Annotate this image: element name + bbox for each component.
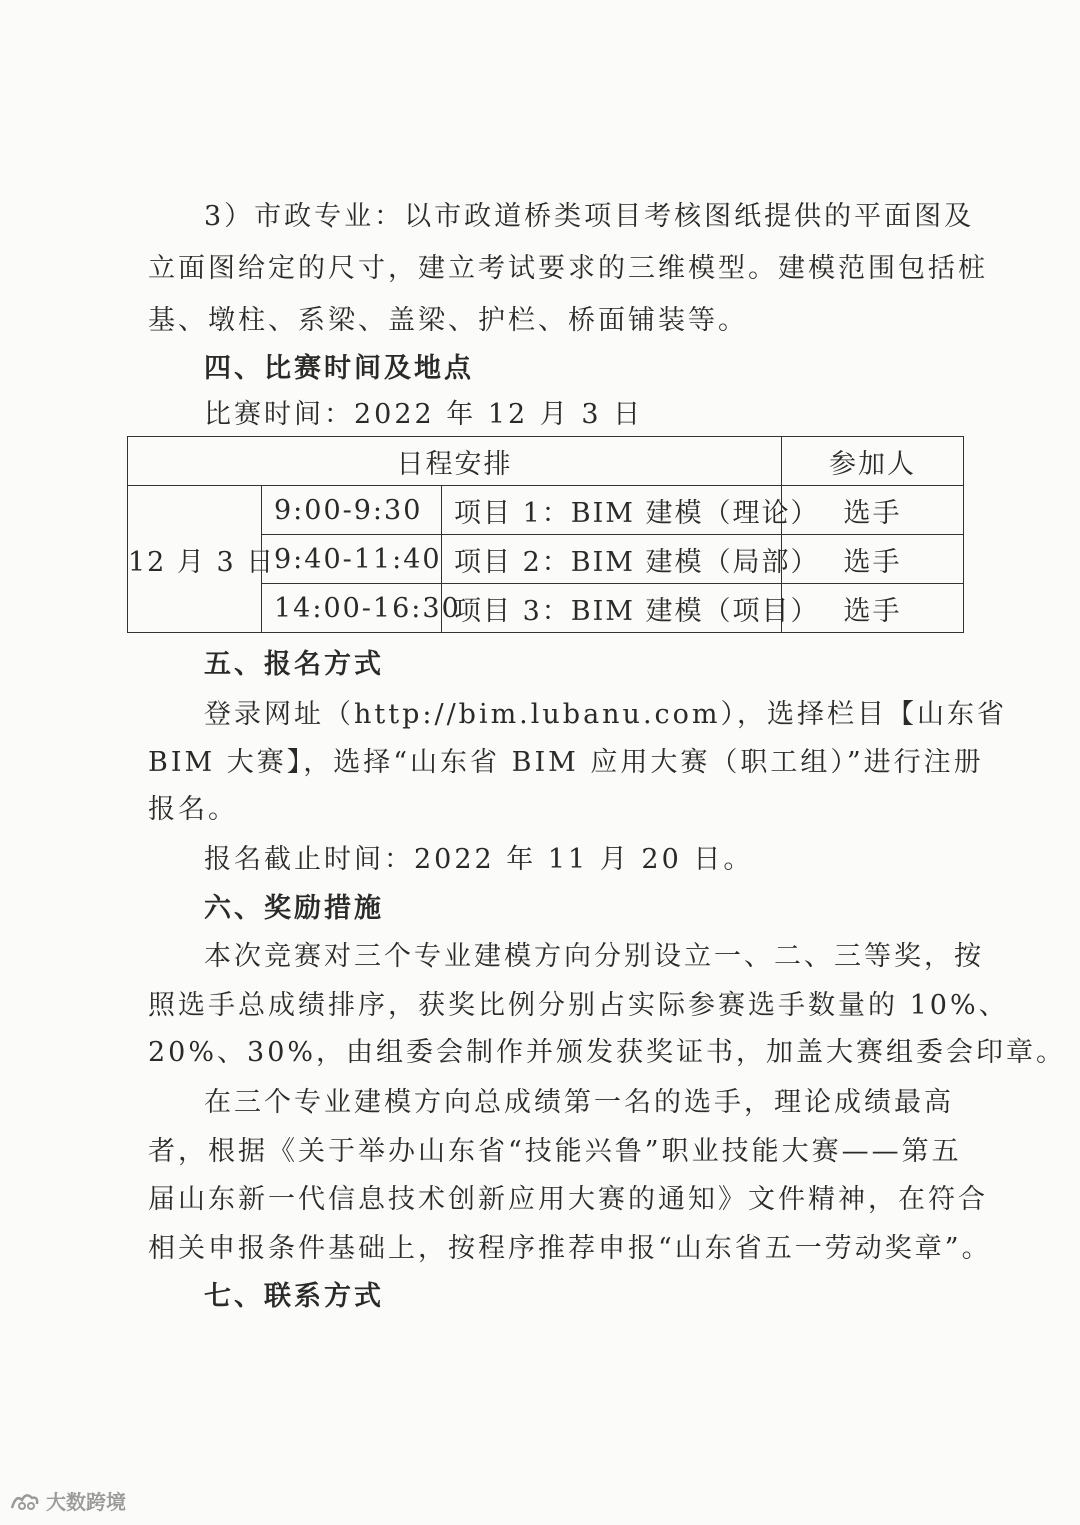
table-header-row (128, 437, 964, 486)
watermark (10, 1486, 126, 1515)
watermark-text: 大数跨境 (46, 1490, 126, 1514)
section7-heading: 七、联系方式 (204, 1281, 384, 1312)
section3-line-3: 基、墩柱、系梁、盖梁、护栏、桥面铺装等。 (148, 305, 748, 336)
section6-p2-line-4: 相关申报条件基础上，按程序推荐申报“山东省五一劳动奖章”。 (148, 1233, 992, 1264)
section5-line-2: BIM 大赛】，选择“山东省 BIM 应用大赛（职工组）”进行注册 (148, 747, 984, 778)
header-participant: 参加人 (782, 437, 964, 486)
section3-line-1: 3）市政专业：以市政道桥类项目考核图纸提供的平面图及 (204, 201, 975, 232)
section5-line-3: 报名。 (148, 794, 238, 825)
registration-deadline: 报名截止时间：2022 年 11 月 20 日。 (204, 844, 754, 875)
section3-line-2: 立面图给定的尺寸，建立考试要求的三维模型。建模范围包括桩 (148, 253, 988, 284)
participant-cell: 选手 (782, 486, 964, 535)
header-schedule: 日程安排 (128, 437, 782, 486)
section6-p2-line-1: 在三个专业建模方向总成绩第一名的选手，理论成绩最高 (204, 1087, 954, 1118)
section4-heading: 四、比赛时间及地点 (204, 353, 474, 384)
section6-p2-line-2: 者，根据《关于举办山东省“技能兴鲁”职业技能大赛——第五 (148, 1136, 962, 1167)
section5-line-1: 登录网址（http://bim.lubanu.com），选择栏目【山东省 (204, 699, 1008, 730)
item-cell: 项目 2：BIM 建模（局部） (442, 535, 782, 584)
section6-p2-line-3: 届山东新一代信息技术创新应用大赛的通知》文件精神，在符合 (148, 1184, 988, 1215)
section6-p1-line-1: 本次竞赛对三个专业建模方向分别设立一、二、三等奖，按 (204, 941, 984, 972)
competition-date: 比赛时间：2022 年 12 月 3 日 (204, 399, 644, 430)
time-cell: 9:00-9:30 (262, 486, 442, 535)
section5-heading: 五、报名方式 (204, 649, 384, 680)
participant-cell: 选手 (782, 584, 964, 633)
section6-heading: 六、奖励措施 (204, 893, 384, 924)
item-cell: 项目 3：BIM 建模（项目） (442, 584, 782, 633)
table-row (128, 486, 964, 535)
time-cell: 9:40-11:40 (262, 535, 442, 584)
participant-cell: 选手 (782, 535, 964, 584)
section6-p1-line-2: 照选手总成绩排序，获奖比例分别占实际参赛选手数量的 10%、 (148, 990, 1009, 1021)
time-cell: 14:00-16:30 (262, 584, 442, 633)
item-cell: 项目 1：BIM 建模（理论） (442, 486, 782, 535)
schedule-table (127, 436, 964, 633)
section6-p1-line-3: 20%、30%，由组委会制作并颁发获奖证书，加盖大赛组委会印章。 (148, 1037, 1067, 1068)
day-cell: 12 月 3 日 (128, 486, 262, 633)
watermark-logo-icon (10, 1490, 40, 1512)
